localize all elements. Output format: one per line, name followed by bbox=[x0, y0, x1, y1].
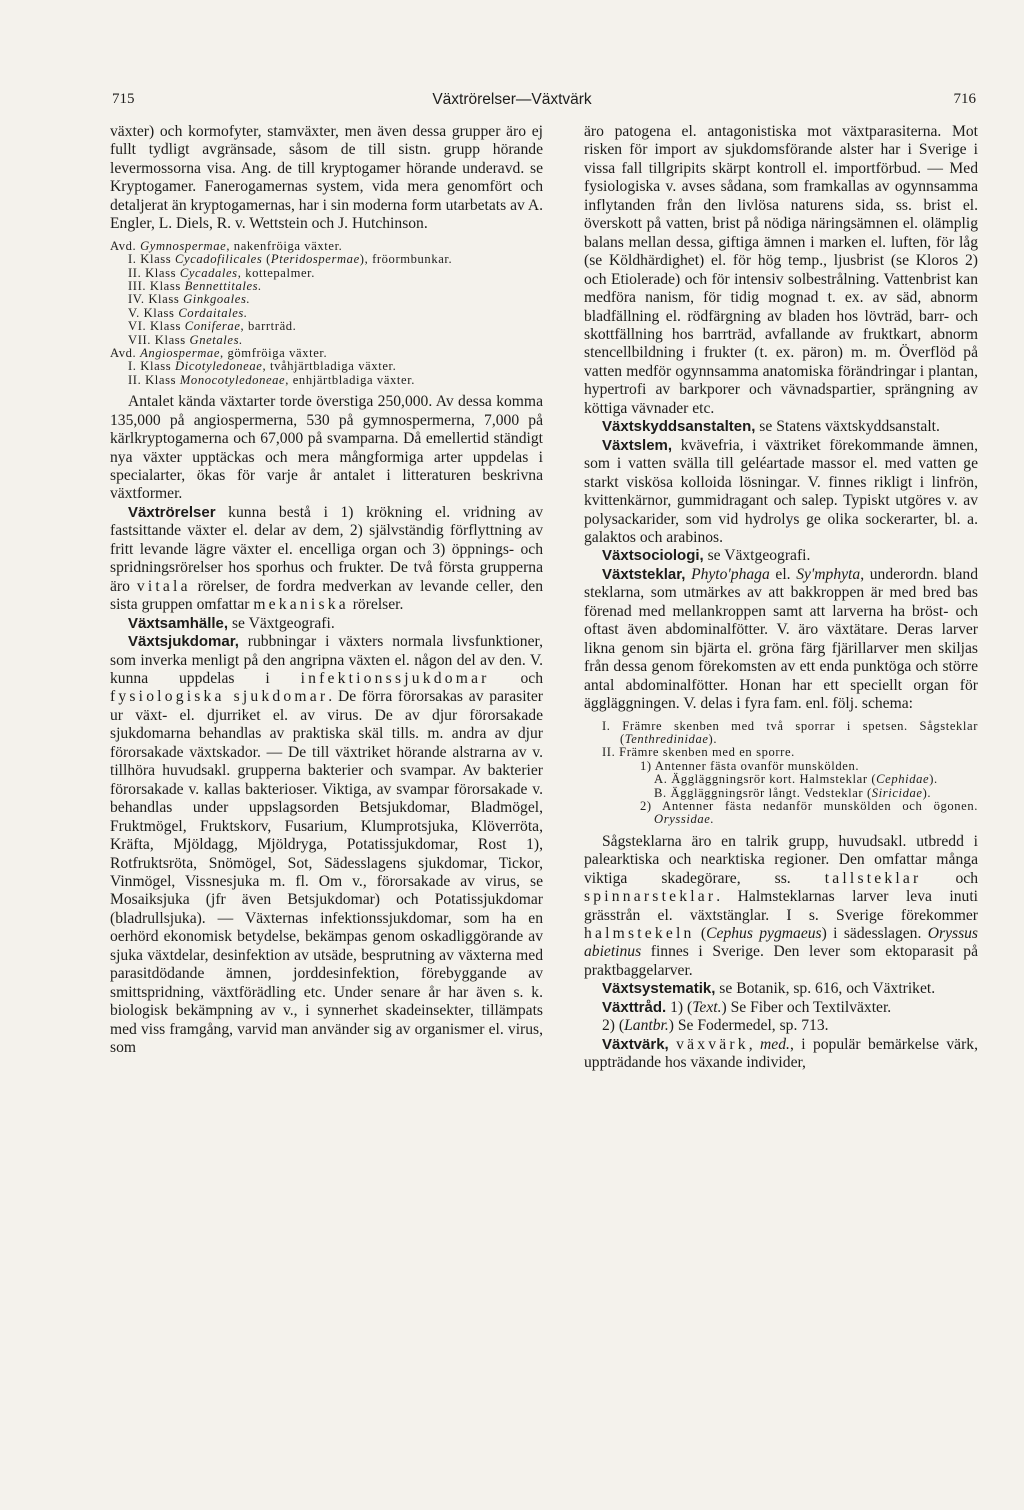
italic-text: Cycadofilicales bbox=[175, 252, 263, 267]
paragraph bbox=[110, 633, 543, 1057]
classification-list bbox=[110, 240, 543, 387]
paragraph bbox=[584, 980, 978, 998]
paragraph bbox=[584, 566, 978, 714]
text-run: , bbox=[748, 1035, 761, 1053]
text-run: ) i sädesslagen. bbox=[821, 925, 928, 943]
text-run: 2) Antenner fästa nedanför munskölden och ögonen. bbox=[640, 798, 978, 813]
italic-text: Dicotyledoneae bbox=[175, 359, 263, 374]
text-run: kunna bestå i 1) krökning el. vridning av fastsittande växter el. delar av dem, 2) självständig förflyttning av fritt levande lägre växter el. encelliga organ och 3) öppnings- och spridningsrörelser hos sporhus och frukter. De två första grupperna äro bbox=[110, 503, 543, 595]
list-item bbox=[128, 334, 543, 347]
text-run: VII. Klass bbox=[128, 332, 190, 347]
text-run: och bbox=[921, 869, 978, 887]
classification-list bbox=[584, 720, 978, 827]
italic-text: Text. bbox=[692, 998, 722, 1016]
list-item bbox=[654, 773, 978, 786]
text-run: Avd. bbox=[110, 238, 141, 253]
text-run: , enhjärtbladiga växter. bbox=[285, 372, 416, 387]
text-run: rörelser. bbox=[348, 596, 404, 614]
list-item bbox=[640, 800, 978, 827]
entry-headword: Växtsamhälle, bbox=[128, 614, 229, 632]
text-run: 2) ( bbox=[602, 1017, 625, 1035]
paragraph bbox=[110, 393, 543, 504]
spaced-text: fysiologiska sjukdomar bbox=[110, 688, 329, 706]
list-item bbox=[602, 720, 978, 747]
list-item bbox=[654, 787, 978, 800]
text-run: II. Främre skenben med en sporre. bbox=[602, 745, 795, 760]
list-item bbox=[128, 360, 543, 373]
italic-text: Pteridospermae bbox=[270, 252, 360, 267]
text-run: se Växtgeografi. bbox=[703, 547, 811, 565]
page-number-right: 716 bbox=[953, 91, 976, 107]
text-run: I. Främre skenben med två sporrar i spetsen. Sågsteklar ( bbox=[602, 718, 978, 746]
text-run: ( bbox=[262, 252, 271, 267]
list-item bbox=[110, 347, 543, 360]
text-run: finnes i Sverige. Den lever som ektoparasit på praktbaggelarver. bbox=[584, 943, 978, 979]
italic-text: Monocotyledoneae bbox=[179, 372, 286, 387]
text-run: se Statens växtskyddsanstalt. bbox=[755, 418, 940, 436]
entry-headword: Växtsystematik, bbox=[602, 980, 716, 998]
text-run: , i populär bemärkelse värk, uppträdande hos växande individer, bbox=[584, 1035, 978, 1072]
italic-text: Phyto'phaga bbox=[691, 565, 770, 583]
text-run: VI. Klass bbox=[128, 319, 185, 334]
text-run: ) Se Fiber och Textilväxter. bbox=[721, 998, 892, 1016]
right-column bbox=[584, 123, 978, 1073]
text-run: I. Klass bbox=[128, 359, 176, 374]
italic-text: Ginkgoales. bbox=[183, 292, 251, 307]
list-item bbox=[640, 760, 978, 773]
text-run: ). bbox=[922, 785, 932, 800]
entry-headword: Växtsteklar, bbox=[602, 565, 686, 583]
italic-text: Cephidae bbox=[876, 772, 930, 787]
text-run: äro patogena el. antagonistiska mot växtparasiterna. Mot risken för import av sjukdomsförande alster har i Sverige i vissa fall tillgripits skärpt kontroll el. importförbud. — Med fysiologiska v. avses sådana, som framkallas av ogynnsamma inflytanden från den livlösa naturens sida, ss. brist el. överskott på vatten, brist på nödiga näringsämnen el. olämplig balans mellan dessa, giftiga ämnen i marken el. luften, för låg (se Köldhärdighet) el. för hög temp., ljusbrist (se Kloros 2) och Etiolerade) och för intensiv solbestrålning. Vattenbrist kan medföra nanism, för tidig mognad t. ex. av säd, abnorm bladfällning el. rödfärgning av bladen hos lövträd, barr- och skottfällning hos barrträd, avfallande av fruktkart, abnorm stencellbildning i frukter (t. ex. päron) m. m. Överflöd på vatten medför ogynnsamma anatomiska förändringar i plantan, hypertrofi av barkporer och vävnadspartier, sprängning av köttiga vävnader etc. bbox=[584, 123, 978, 417]
text-run: Avd. bbox=[110, 345, 141, 360]
entry-headword: Växtskyddsanstalten, bbox=[602, 418, 756, 436]
entry-headword: Växtsociologi, bbox=[602, 547, 704, 565]
text-run: ). bbox=[929, 772, 938, 787]
entry-headword: Växtsjukdomar, bbox=[128, 633, 239, 651]
italic-text: Siricidae bbox=[871, 785, 923, 800]
spaced-text: tallsteklar bbox=[824, 869, 922, 887]
italic-text: Lantbr. bbox=[624, 1017, 669, 1035]
text-run: ( bbox=[694, 925, 707, 943]
text-run: , kottepalmer. bbox=[237, 265, 315, 280]
text-run: , tvåhjärtbladiga växter. bbox=[262, 359, 397, 374]
text-run: , underordn. bland steklarna, som utmärkes av att bakkroppen är med bred bas förenad med mellankroppen samt att larverna ha bröst- och oftast även abdominalfötter. V. äro växtätare. Deras larver likna genom sin bjärta el. gröna färg fjärillarver men skiljas från dessa genom förekomsten av ett enda punktöga och större antal abdominalfötter. Honan har ett speciellt organ för äggläggningen. V. delas i fyra fam. enl. följ. schema: bbox=[584, 565, 979, 713]
italic-text: Angiospermae bbox=[140, 345, 221, 360]
list-item bbox=[128, 267, 543, 280]
text-run: I. Klass bbox=[128, 252, 176, 267]
spaced-text: infektionssjukdomar bbox=[300, 669, 490, 687]
text-run: 1) ( bbox=[666, 998, 693, 1016]
text-run: IV. Klass bbox=[128, 292, 184, 307]
list-item bbox=[128, 307, 543, 320]
paragraph bbox=[584, 437, 978, 548]
spaced-text: spinnarsteklar bbox=[584, 888, 717, 906]
text-run: Sågsteklarna äro en talrik grupp, huvudsakl. utbredd i palearktiska och nearktiska regioner. Den omfattar många viktiga skadegörare, ss. bbox=[584, 832, 978, 887]
entry-headword: Växtrörelser bbox=[128, 503, 216, 521]
italic-text: Sy'mphyta bbox=[796, 565, 861, 583]
text-run: kvävefria, i växtriket förekommande ämnen, som i vatten svälla till geléartade massor el. med vatten ge starkt viskösa kolloida lösningar. V. finnes rikligt i linfrön, kvittenkärnor, gummidragant och salep. Typiskt utgöres v. av polysackarider, som vid hydrolys ge olika sockerarter, bl. a. galaktos och arabinos. bbox=[584, 436, 978, 546]
text-run: se Botanik, sp. 616, och Växtriket. bbox=[715, 980, 936, 998]
italic-text: Gnetales. bbox=[189, 332, 243, 347]
italic-text: Cycadales bbox=[179, 265, 238, 280]
paragraph bbox=[584, 547, 978, 565]
text-run: . De förra förorsakas av parasiter ur växt- el. djurriket el. av virus. De av djur förorsakade sjukdomarna behandlas av praktiska skäl tills. m. andra av djur förorsakade växtskador. — De till växtriket hörande alstrarna av v. tillhöra huvudsakl. grupperna bakterier och svampar. Av bakterier förorsakade v. kallas bakterioser. Viktiga, av svampar förorsakade v. behandlas under uppslagsorden Betsjukdomar, Bladmögel, Fruktmögel, Fruktskorv, Fusarium, Klumprotsjuka, Klöverröta, Kräfta, Mjöldagg, Mjöldryga, Potatissjukdomar, Rost 1), Rotfruktsröta, Snömögel, Sot, Sädesslagens sjukdomar, Tickor, Vinmögel, Vissnesjuka m. fl. Om v., förorsakade av virus, se Mosaiksjuka (jfr även Betsjukdomar) och Potatissjukdomar (bladrullsjuka). — Växternas infektionssjukdomar, som ha en oerhörd ekonomisk betydelse, bekämpas genom oskadliggörande av sjuka växtdelar, desinfektion av utsäde, besprutning av växterna med parasitdödande ämnen, jorddesinfektion, förebyggande av smittspridning, växtförädling etc. Under senare år har även s. k. biologisk bekämpning av v., i synnerhet skadeinsekter, tillämpats med viss framgång, varvid man använder sig av organismer el. virus, som bbox=[110, 688, 543, 1057]
paragraph bbox=[584, 123, 978, 418]
left-column bbox=[110, 123, 543, 1058]
spaced-text: växvärk bbox=[676, 1035, 749, 1053]
spaced-text: halmstekeln bbox=[584, 925, 695, 943]
italic-text: Oryssidae. bbox=[654, 812, 715, 827]
text-run: växter) och kormofyter, stamväxter, men även dessa grupper äro ej fullt tydligt avgränsade, såsom de till sistn. grupp hörande levermossorna visa. Ang. de till kryptogamer hörande underavd. se Kryptogamer. Fanerogamernas system, vida mera genomfört och detaljerat än kryptogamernas, har i sin moderna form utarbetats av A. Engler, L. Diels, R. v. Wettstein och J. Hutchinson. bbox=[110, 123, 544, 233]
page-number-left: 715 bbox=[112, 91, 135, 107]
text-run: B. Äggläggningsrör långt. Vedsteklar ( bbox=[654, 785, 872, 800]
spaced-text: mekaniska bbox=[253, 596, 349, 614]
entry-headword: Växtvärk, bbox=[602, 1035, 669, 1053]
text-run: el. bbox=[769, 565, 797, 583]
paragraph bbox=[110, 123, 543, 234]
list-item bbox=[128, 320, 543, 333]
text-run: ) Se Fodermedel, sp. 713. bbox=[668, 1017, 829, 1035]
text-run: ), fröormbunkar. bbox=[359, 252, 453, 267]
spaced-text: vitala bbox=[136, 577, 191, 595]
text-run: och bbox=[489, 669, 543, 687]
paragraph bbox=[584, 999, 978, 1017]
text-run: 1) Antenner fästa ovanför munskölden. bbox=[640, 758, 860, 773]
paragraph bbox=[584, 418, 978, 436]
paragraph bbox=[584, 1036, 978, 1073]
list-item bbox=[110, 240, 543, 253]
text-run: . Halmsteklarnas larver leva inuti grässtrån el. växtstänglar. I s. Sverige förekommer bbox=[584, 888, 978, 924]
text-run: , nakenfröiga växter. bbox=[226, 238, 343, 253]
list-item bbox=[128, 253, 543, 266]
text-run: rörelser, de fordra medverkan av levande celler, den sista gruppen omfattar bbox=[110, 577, 543, 614]
text-run: A. Äggläggningsrör kort. Halmsteklar ( bbox=[654, 772, 877, 787]
text-run: Antalet kända växtarter torde överstiga 250,000. Av dessa komma 135,000 på angiospermerna, 530 på gymnospermerna, 7,000 på kärlkryptogamerna och 67,000 på svamparna. Då emellertid ständigt nya växter upptäckas och mera mångformiga arter uppdelas i specialarter, ökas för varje år antalet i litteraturen beskrivna växtformer. bbox=[110, 393, 543, 503]
italic-text: med. bbox=[760, 1035, 790, 1053]
italic-text: Coniferae bbox=[184, 319, 241, 334]
list-item bbox=[602, 746, 978, 759]
paragraph bbox=[110, 615, 543, 633]
text-run: , gömfröiga växter. bbox=[220, 345, 328, 360]
text-run bbox=[669, 1036, 676, 1053]
text-run: II. Klass bbox=[128, 265, 180, 280]
entry-headword: Växttråd. bbox=[602, 998, 667, 1016]
paragraph bbox=[110, 504, 543, 615]
italic-text: Cephus pygmaeus bbox=[706, 925, 822, 943]
paragraph bbox=[584, 833, 978, 981]
text-run: ). bbox=[708, 731, 718, 746]
text-run: se Växtgeografi. bbox=[228, 614, 335, 632]
text-run: rubbningar i växters normala livsfunktioner, som inverka menligt på den angripna växten el. någon del av den. V. kunna uppdelas i bbox=[110, 633, 543, 687]
italic-text: Cordaitales. bbox=[178, 305, 248, 320]
text-run: II. Klass bbox=[128, 372, 180, 387]
list-item bbox=[128, 280, 543, 293]
list-item bbox=[128, 293, 543, 306]
running-head-title: Växtrörelser—Växtvärk bbox=[432, 91, 592, 108]
italic-text: Bennettitales. bbox=[184, 278, 262, 293]
italic-text: Tenthredinidae bbox=[624, 731, 709, 746]
italic-text: Gymnospermae bbox=[140, 238, 227, 253]
italic-text: Oryssus abietinus bbox=[584, 925, 979, 961]
entry-headword: Växtslem, bbox=[602, 436, 673, 454]
text-run: , barrträd. bbox=[240, 319, 297, 334]
text-run: V. Klass bbox=[128, 305, 179, 320]
list-item bbox=[128, 374, 543, 387]
text-run: III. Klass bbox=[128, 278, 185, 293]
paragraph bbox=[584, 1017, 978, 1035]
